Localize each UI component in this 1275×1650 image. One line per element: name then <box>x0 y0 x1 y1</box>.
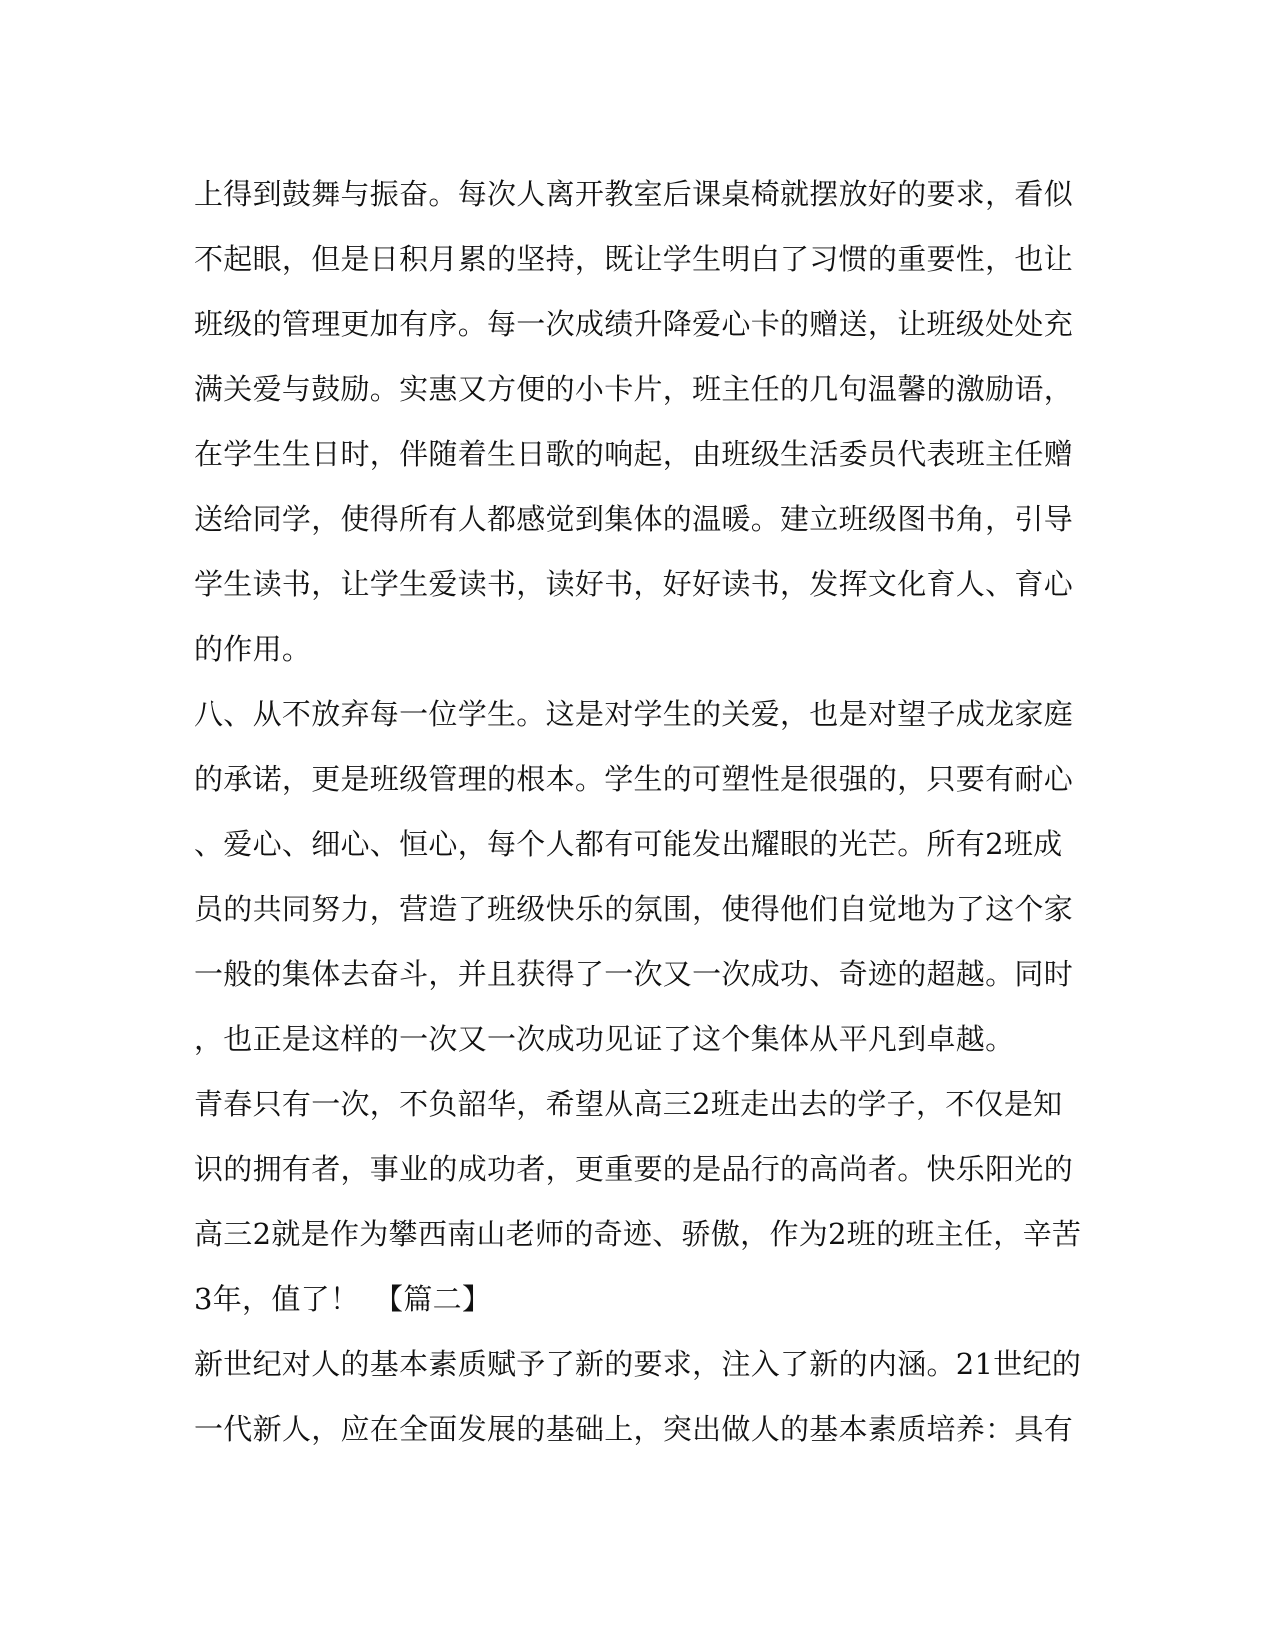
text-line: 上得到鼓舞与振奋。每次人离开教室后课桌椅就摆放好的要求，看似 <box>194 177 1074 211</box>
text-line: 学生读书，让学生爱读书，读好书，好好读书，发挥文化育人、育心 <box>194 567 1074 601</box>
text-line: 青春只有一次，不负韶华，希望从高三2班走出去的学子，不仅是知 <box>194 1087 1063 1121</box>
text-line: 员的共同努力，营造了班级快乐的氛围，使得他们自觉地为了这个家 <box>194 892 1074 926</box>
text-line: 八、从不放弃每一位学生。这是对学生的关爱，也是对望子成龙家庭 <box>194 697 1074 731</box>
text-line: 的作用。 <box>194 632 312 666</box>
text-line: 高三2就是作为攀西南山老师的奇迹、骄傲，作为2班的班主任，辛苦 <box>194 1217 1082 1251</box>
text-line: ，也正是这样的一次又一次成功见证了这个集体从平凡到卓越。 <box>194 1022 1015 1056</box>
text-line: 在学生生日时，伴随着生日歌的响起，由班级生活委员代表班主任赠 <box>194 437 1074 471</box>
text-line: 一般的集体去奋斗，并且获得了一次又一次成功、奇迹的超越。同时 <box>194 957 1074 991</box>
text-line: 3年，值了！ 【篇二】 <box>194 1282 492 1316</box>
text-line: 班级的管理更加有序。每一次成绩升降爱心卡的赠送，让班级处处充 <box>194 307 1074 341</box>
text-line: 送给同学，使得所有人都感觉到集体的温暖。建立班级图书角，引导 <box>194 502 1074 536</box>
text-line: 新世纪对人的基本素质赋予了新的要求，注入了新的内涵。21世纪的 <box>194 1347 1082 1381</box>
text-line: 识的拥有者，事业的成功者，更重要的是品行的高尚者。快乐阳光的 <box>194 1152 1074 1186</box>
text-line: 的承诺，更是班级管理的根本。学生的可塑性是很强的，只要有耐心 <box>194 762 1074 796</box>
text-line: 不起眼，但是日积月累的坚持，既让学生明白了习惯的重要性，也让 <box>194 242 1074 276</box>
text-line: 一代新人，应在全面发展的基础上，突出做人的基本素质培养：具有 <box>194 1412 1074 1446</box>
text-line: 、爱心、细心、恒心，每个人都有可能发出耀眼的光芒。所有2班成 <box>194 827 1063 861</box>
body-text <box>194 162 1082 1462</box>
text-line: 满关爱与鼓励。实惠又方便的小卡片，班主任的几句温馨的激励语， <box>194 372 1074 406</box>
